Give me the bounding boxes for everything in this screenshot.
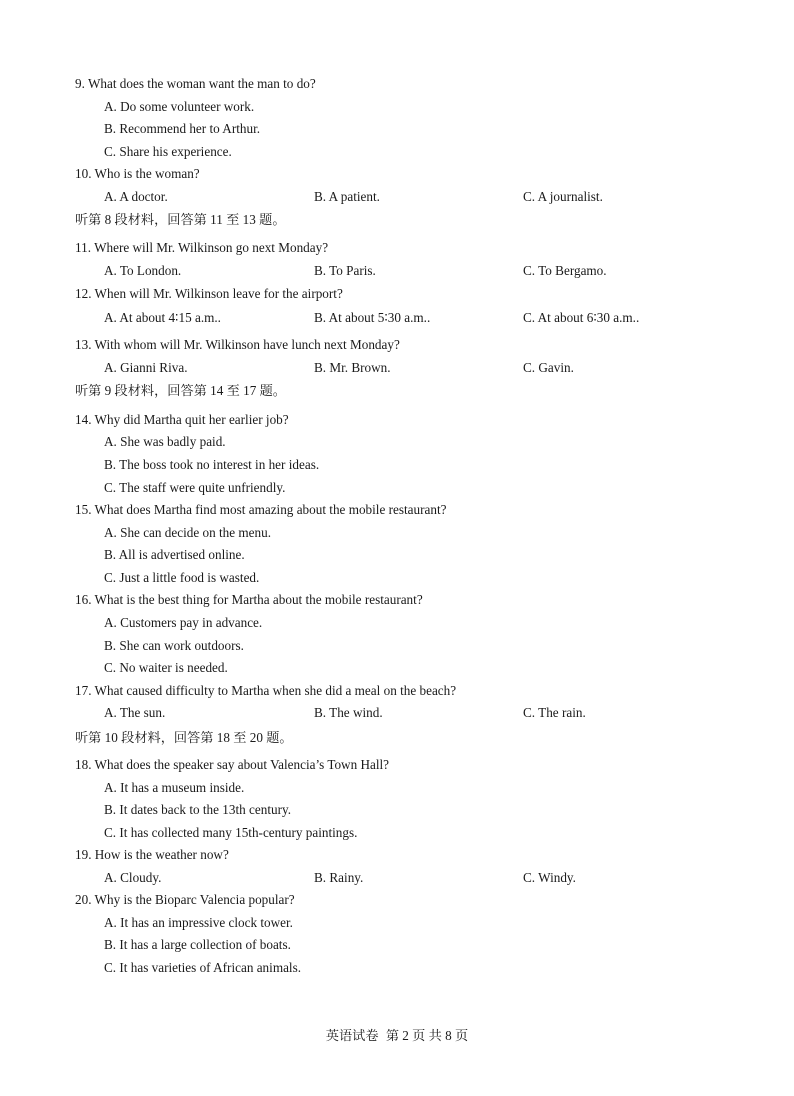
option-16c: C. No waiter is needed.	[104, 660, 228, 675]
question-text: What does Martha find most amazing about the mobile restaurant?	[94, 502, 447, 517]
page-footer	[0, 1028, 794, 1044]
option-9b: B. Recommend her to Arthur.	[104, 121, 261, 136]
question-text: How is the weather now?	[94, 847, 229, 862]
question-number: 14.	[75, 412, 92, 427]
option-19a: A. Cloudy.	[104, 870, 162, 885]
option-17b: B. The wind.	[314, 705, 383, 720]
option-18a: A. It has a museum inside.	[104, 780, 245, 795]
question-number: 13.	[75, 337, 92, 352]
question-10	[75, 166, 200, 182]
question-text: Who is the woman?	[94, 166, 200, 181]
option-20c: C. It has varieties of African animals.	[104, 960, 302, 975]
question-text: Why did Martha quit her earlier job?	[94, 412, 289, 427]
option-16a: A. Customers pay in advance.	[104, 615, 263, 630]
option-15b: B. All is advertised online.	[104, 547, 245, 562]
option-12c: C. At about 6∶30 a.m..	[523, 310, 640, 325]
question-16	[75, 592, 423, 608]
question-text: Why is the Bioparc Valencia popular?	[94, 892, 295, 907]
question-12	[75, 286, 343, 302]
option-14b: B. The boss took no interest in her ideas.	[104, 457, 320, 472]
option-16b: B. She can work outdoors.	[104, 638, 244, 653]
option-12b: B. At about 5∶30 a.m..	[314, 310, 431, 325]
question-19	[75, 847, 229, 863]
option-15c: C. Just a little food is wasted.	[104, 570, 260, 585]
option-18c: C. It has collected many 15th-century paintings.	[104, 825, 358, 840]
section-heading-10: 听第 10 段材料，回答第 18 至 20 题。	[75, 730, 293, 745]
question-number: 11.	[75, 240, 91, 255]
question-number: 15.	[75, 502, 92, 517]
option-19c: C. Windy.	[523, 870, 576, 885]
question-text: When will Mr. Wilkinson leave for the airport?	[94, 286, 343, 301]
question-number: 16.	[75, 592, 92, 607]
footer-title: 英语试卷	[325, 1028, 379, 1043]
question-text: Where will Mr. Wilkinson go next Monday?	[94, 240, 329, 255]
question-text: What does the woman want the man to do?	[87, 76, 316, 91]
option-9a: A. Do some volunteer work.	[104, 99, 255, 114]
question-number: 17.	[75, 683, 92, 698]
option-14c: C. The staff were quite unfriendly.	[104, 480, 286, 495]
question-17	[75, 683, 456, 699]
question-9	[75, 76, 316, 92]
option-15a: A. She can decide on the menu.	[104, 525, 271, 540]
option-17c: C. The rain.	[523, 705, 586, 720]
option-18b: B. It dates back to the 13th century.	[104, 802, 292, 817]
question-text: What is the best thing for Martha about the mobile restaurant?	[94, 592, 423, 607]
option-12a: A. At about 4∶15 a.m..	[104, 310, 221, 325]
footer-page-number: 第 2 页 共 8 页	[385, 1028, 469, 1043]
question-number: 18.	[75, 757, 92, 772]
question-number: 12.	[75, 286, 92, 301]
question-14	[75, 412, 289, 428]
question-number: 20.	[75, 892, 92, 907]
question-number: 10.	[75, 166, 92, 181]
option-10c: C. A journalist.	[523, 189, 603, 204]
option-10b: B. A patient.	[314, 189, 380, 204]
option-9c: C. Share his experience.	[104, 144, 232, 159]
option-11a: A. To London.	[104, 263, 182, 278]
option-20a: A. It has an impressive clock tower.	[104, 915, 293, 930]
option-10a: A. A doctor.	[104, 189, 168, 204]
section-heading-8: 听第 8 段材料，回答第 11 至 13 题。	[75, 212, 286, 227]
question-text: What caused difficulty to Martha when she did a meal on the beach?	[94, 683, 457, 698]
option-17a: A. The sun.	[104, 705, 166, 720]
question-text: With whom will Mr. Wilkinson have lunch next Monday?	[94, 337, 400, 352]
question-15	[75, 502, 446, 518]
question-number: 9.	[75, 76, 85, 91]
option-13c: C. Gavin.	[523, 360, 574, 375]
question-13	[75, 337, 400, 353]
option-11b: B. To Paris.	[314, 263, 376, 278]
section-heading-9: 听第 9 段材料，回答第 14 至 17 题。	[75, 383, 286, 398]
question-11	[75, 240, 328, 256]
option-13b: B. Mr. Brown.	[314, 360, 391, 375]
option-20b: B. It has a large collection of boats.	[104, 937, 291, 952]
option-14a: A. She was badly paid.	[104, 434, 226, 449]
question-20	[75, 892, 295, 908]
question-18	[75, 757, 389, 773]
option-19b: B. Rainy.	[314, 870, 364, 885]
question-number: 19.	[75, 847, 92, 862]
option-11c: C. To Bergamo.	[523, 263, 607, 278]
option-13a: A. Gianni Riva.	[104, 360, 188, 375]
question-text: What does the speaker say about Valencia’s Town Hall?	[94, 757, 390, 772]
